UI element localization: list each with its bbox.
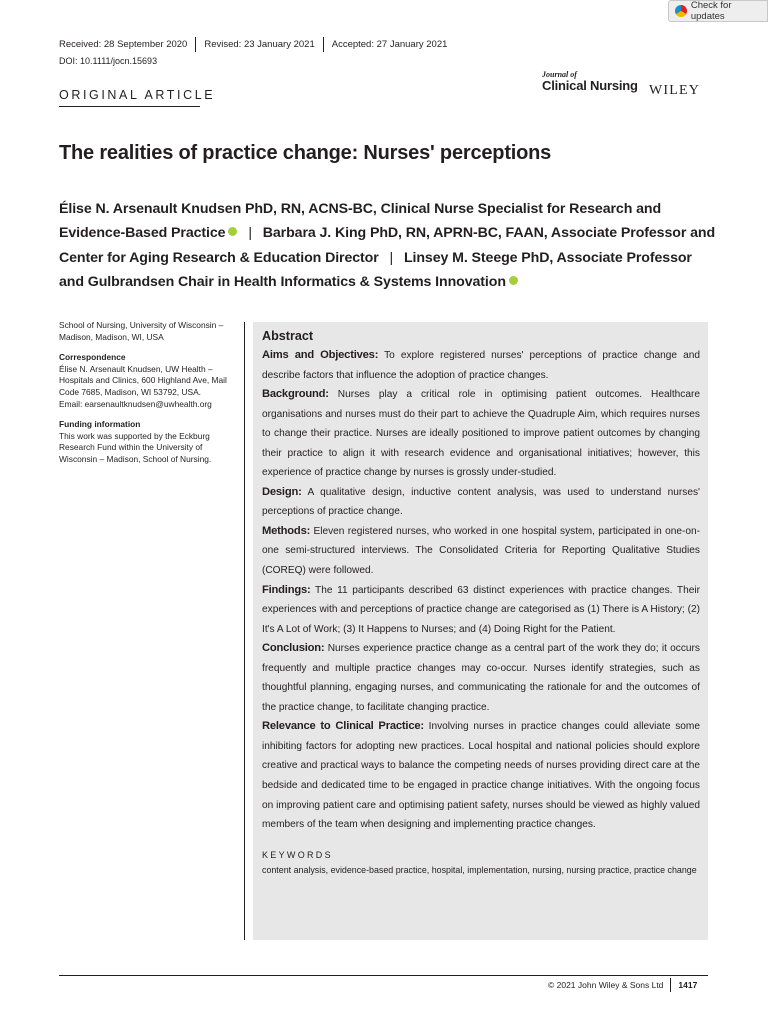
footer-rule xyxy=(59,975,708,976)
footer xyxy=(548,978,697,992)
design-label: Design: xyxy=(262,485,302,498)
received-date: Received: 28 September 2020 xyxy=(59,39,188,50)
keywords-heading: KEYWORDS xyxy=(262,849,333,860)
journal-name: Clinical Nursing xyxy=(542,78,638,93)
revised-date: Revised: 23 January 2021 xyxy=(204,39,315,50)
divider xyxy=(670,978,671,992)
correspondence-heading: Correspondence xyxy=(59,352,126,363)
background-text: Nurses play a critical role in optimising patient outcomes. Healthcare organisations and nurses must do their part to achieve the Quadruple Aim, which requires nurses to change their practice. Nurses are ideally positioned to improve patient outcomes by changing their practice to align it with research evidence and organisational initiatives; however, this experience of practice change by nurses is grossly under-studied. xyxy=(262,389,700,479)
check-for-updates-label: Check for updates xyxy=(690,0,732,22)
accepted-date: Accepted: 27 January 2021 xyxy=(331,39,448,50)
relevance-label: Relevance to Clinical Practice: xyxy=(262,720,424,733)
author-separator: | xyxy=(389,249,394,266)
doi[interactable]: DOI: 10.1111/jocn.15693 xyxy=(59,56,158,66)
conclusion-label: Conclusion: xyxy=(262,642,325,655)
abstract-relevance xyxy=(262,717,700,834)
journal-logo xyxy=(542,70,638,93)
methods-text: Eleven registered nurses, who worked in one hospital system, participated in one-on-one semi-structured interviews. The Consolidated Criteria for Reporting Qualitative Studies (COREQ) were followed. xyxy=(262,525,700,577)
check-for-updates-button[interactable] xyxy=(668,0,768,22)
copyright: © 2021 John Wiley & Sons Ltd xyxy=(548,980,664,990)
orcid-icon[interactable] xyxy=(228,227,237,236)
abstract-findings xyxy=(262,581,700,640)
relevance-text: Involving nurses in practice changes could alleviate some inhibiting factors for adopting new practices. Local hospital and national policies should explore creative and practical ways to balance the competing needs of nurses providing direct care at the bedside and dedicated time to be engaged in practice change initiatives. With the ongoing focus on improving patient care and optimising patient safety, nurses should be viewed as highly valued members of the team when designing and implementing practice changes. xyxy=(262,721,700,831)
aims-label: Aims and Objectives: xyxy=(262,349,379,361)
abstract-heading: Abstract xyxy=(262,329,314,343)
correspondence-text: Élise N. Arsenault Knudsen, UW Health – Hospitals and Clinics, 600 Highland Ave, Mail Code 7685, Madison, WI 53792, USA. xyxy=(59,363,227,397)
affiliation: School of Nursing, University of Wisconsin – Madison, Madison, WI, USA xyxy=(59,320,224,342)
funding-text: This work was supported by the Eckburg Research Fund within the University of Wisconsin – Madison, School of Nursing. xyxy=(59,430,212,464)
background-label: Background: xyxy=(262,388,329,401)
author-3: Linsey M. Steege PhD, Associate Professor and Gulbrandsen Chair in Health Informatics & Systems Innovation xyxy=(59,249,692,290)
findings-text: The 11 participants described 63 distinct experiences with practice changes. Their experiences with and perceptions of practice change are categorised as (1) There is A History; (2) It's A Lot of Work; (3) It Happens to Nurses; and (4) Doing Right for the Patient. xyxy=(262,584,700,635)
conclusion-text: Nurses experience practice change as a central part of the work they do; it occurs frequently and multiple practice changes may co-occur. Nurses identify strategies, such as thoughtful planning, engaging nurses, and communicating the rationale for and the outcomes of the practice change, to facilitate changing practice. xyxy=(262,643,700,713)
findings-label: Findings: xyxy=(262,583,311,596)
article-title: The realities of practice change: Nurses' perceptions xyxy=(59,142,552,164)
article-info-column xyxy=(59,320,237,466)
publisher-logo: WILEY xyxy=(649,83,701,98)
journal-prefix: Journal of xyxy=(542,70,577,79)
funding-heading: Funding information xyxy=(59,419,141,430)
design-text: A qualitative design, inductive content analysis, was used to understand nurses' perceptions of practice change. xyxy=(262,486,700,518)
correspondence-email[interactable]: Email: earsenaultknudsen@uwhealth.org xyxy=(59,398,212,409)
methods-label: Methods: xyxy=(262,524,311,537)
aims-text: To explore registered nurses' perceptions of practice change and describe factors that influence the adoption of practice changes. xyxy=(262,350,700,381)
author-2: Barbara J. King PhD, RN, APRN-BC, FAAN, Associate Professor and Center for Aging Research & Education Director xyxy=(59,225,716,266)
abstract-box xyxy=(253,322,708,940)
abstract-conclusion xyxy=(262,639,700,717)
keywords-text: content analysis, evidence-based practice, hospital, implementation, nursing, nursing practice, practice change xyxy=(262,864,697,875)
abstract-body xyxy=(262,346,700,835)
abstract-aims xyxy=(262,346,700,385)
author-list xyxy=(59,197,719,294)
author-1: Élise N. Arsenault Knudsen PhD, RN, ACNS-BC, Clinical Nurse Specialist for Research and Evidence-Based Practice xyxy=(59,201,662,242)
column-divider xyxy=(244,322,245,940)
divider xyxy=(195,37,196,52)
abstract-methods xyxy=(262,522,700,581)
author-separator: | xyxy=(248,225,252,242)
article-type-rule xyxy=(59,106,200,107)
crossmark-icon xyxy=(675,5,687,17)
page-number: 1417 xyxy=(678,980,698,990)
divider xyxy=(323,37,324,52)
abstract-design xyxy=(262,483,700,522)
article-type: ORIGINAL ARTICLE xyxy=(59,88,216,102)
orcid-icon[interactable] xyxy=(509,276,518,285)
history-dates xyxy=(59,37,447,52)
abstract-background xyxy=(262,385,700,483)
